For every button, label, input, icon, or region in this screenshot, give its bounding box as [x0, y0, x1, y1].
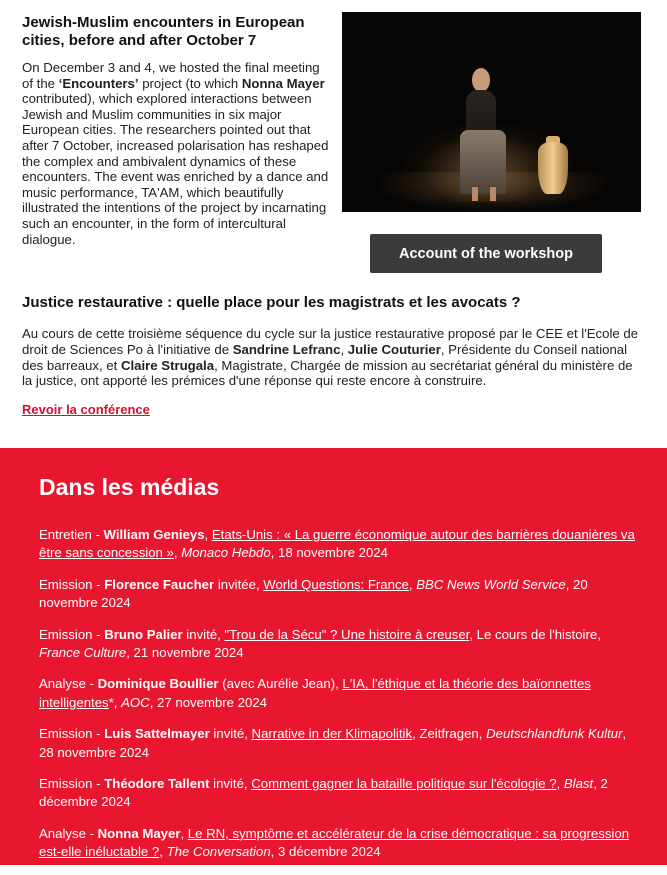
- media-item: Analyse - Dominique Boullier (avec Aurélie Jean), L'IA, l'éthique et la théorie des baïonnettes intelligentes*, AOC, 27 novembre 2024: [39, 676, 591, 710]
- media-item-link[interactable]: Etats-Unis : « La guerre économique autour des barrières douanières va être sans concession »: [39, 527, 635, 561]
- media-item-link[interactable]: Comment gagner la bataille politique sur l'écologie ?: [251, 776, 557, 792]
- dancer-skirt: [460, 130, 506, 194]
- media-item: Emission - Florence Faucher invitée, World Questions: France, BBC News World Service, 20 novembre 2024: [39, 576, 588, 611]
- media-item: Emission - Théodore Tallent invité, Comment gagner la bataille politique sur l'écologie ?, Blast, 2 décembre 2024: [39, 776, 608, 810]
- article-title: Jewish-Muslim encounters in European cities, before and after October 7: [22, 14, 305, 49]
- media-item-link[interactable]: L'IA, l'éthique et la théorie des baïonnettes intelligentes: [39, 676, 591, 710]
- article-justice-restaurative: [22, 294, 646, 419]
- dancer-leg: [490, 187, 496, 201]
- dance-performance-photo: [342, 12, 641, 212]
- media-item: Analyse - Nonna Mayer, Le RN, symptôme et accélérateur de la crise démocratique : sa progression est-elle inéluctable ?, The Conversation, 3 décembre 2024: [39, 825, 630, 860]
- media-item: Entretien - William Genieys, Etats-Unis : « La guerre économique autour des barrières douanières va être sans concession », Monaco Hebdo, 18 novembre 2024: [39, 527, 635, 561]
- media-item-link[interactable]: "Trou de la Sécu" ? Une histoire à creuser: [224, 626, 470, 642]
- replay-conference-link[interactable]: Revoir la conférence: [22, 402, 150, 418]
- vase: [538, 142, 568, 194]
- media-item: Emission - Luis Sattelmayer invité, Narrative in der Klimapolitik, Zeitfragen, Deutschlandfunk Kultur, 28 novembre 2024: [39, 726, 627, 760]
- article-title: Justice restaurative : quelle place pour les magistrats et les avocats ?: [22, 294, 521, 311]
- media-item-link[interactable]: World Questions: France: [263, 576, 409, 592]
- article-body: Au cours de cette troisième séquence du cycle sur la justice restaurative proposé par le CEE et l'Ecole de droit de Sciences Po à l'initiative de Sandrine Lefranc, Julie Couturier, Présidente du Conseil national des barreaux, et Claire Strugala, Magistrate, Chargée de mission au secrétariat général du ministère de la justice, ont apporté les prémices d'une réponse qui reste encore à construire.: [22, 326, 639, 389]
- media-item: Emission - Bruno Palier invité, "Trou de la Sécu" ? Une histoire à creuser, Le cours de l'histoire, France Culture, 21 novembre 2024: [39, 626, 601, 661]
- media-list: [39, 526, 639, 875]
- media-item-link[interactable]: Le RN, symptôme et accélérateur de la crise démocratique : sa progression est-elle inéluctable ?: [39, 825, 630, 860]
- media-item-link[interactable]: Narrative in der Klimapolitik: [251, 726, 413, 742]
- dancer-leg: [472, 187, 478, 201]
- article-body: On December 3 and 4, we hosted the final meeting of the ‘Encounters’ project (to which Nonna Mayer contributed), which explored interactions between Jewish and Muslim communities in six major European cities. The researchers pointed out that after 7 October, increased polarisation has reshaped the complex and ambivalent dynamics of these encounters. The event was enriched by a dance and music performance, TA'AM, which beautifully illustrated the intentions of the project by incarnating such an encounter, in the form of intercultural dialogue.: [22, 60, 329, 247]
- article-encounters: [22, 14, 332, 247]
- dancer-head: [472, 68, 490, 92]
- media-section: [0, 448, 667, 865]
- account-of-workshop-button[interactable]: Account of the workshop: [370, 234, 602, 273]
- media-section-heading: Dans les médias: [39, 474, 220, 500]
